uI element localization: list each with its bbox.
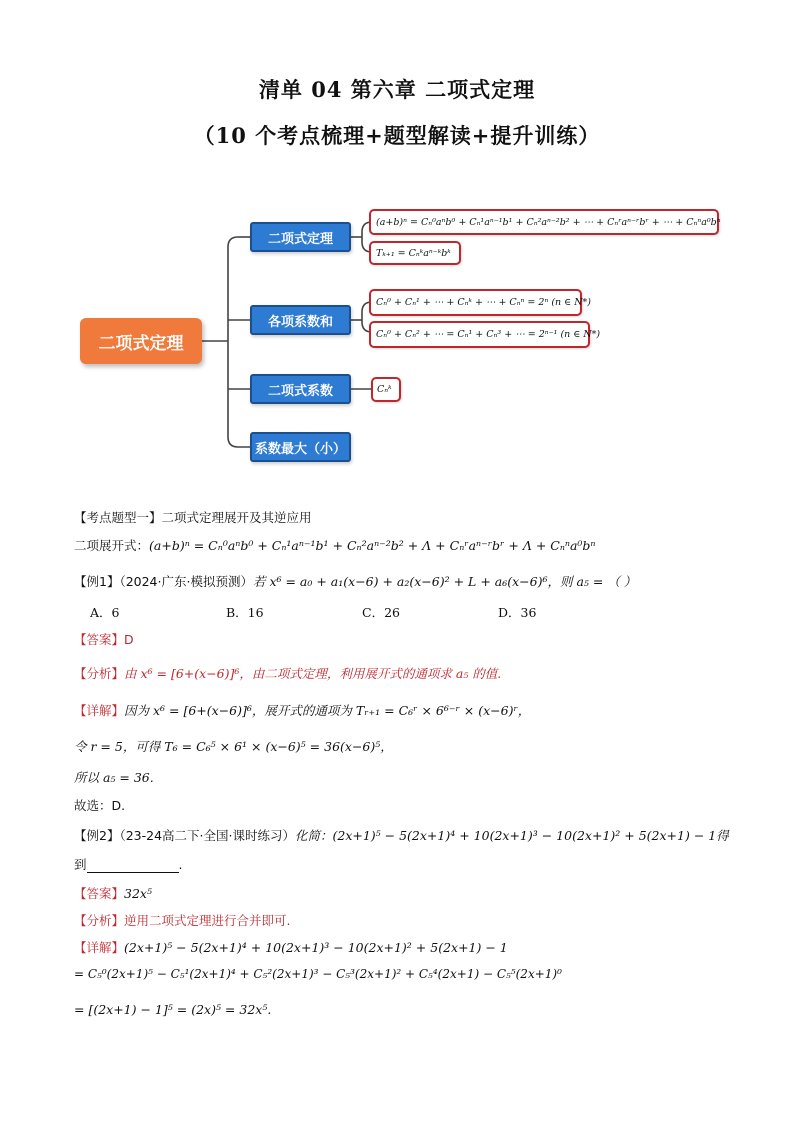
example2-stem [74, 826, 729, 844]
option-a: A．6 [90, 605, 120, 620]
example1-analysis [74, 664, 501, 682]
expansion-formula: (a+b)ⁿ = Cₙ⁰aⁿb⁰ + Cₙ¹aⁿ⁻¹b¹ + Cₙ²aⁿ⁻²b² + Λ + Cₙʳaⁿ⁻ʳbʳ + Λ + Cₙⁿa⁰bⁿ [149, 538, 596, 553]
option-c: C．26 [362, 605, 400, 620]
example2-answer [74, 884, 152, 902]
example2-detail-1 [74, 938, 508, 956]
example1-detail-2: 令 r = 5，可得 T₆ = C₆⁵ × 6¹ × (x−6)⁵ = 36(x−6)⁵， [74, 739, 393, 754]
answer-blank [87, 859, 179, 873]
mindmap-branch-coefficient-sum: 各项系数和 [250, 305, 351, 335]
section-heading: 【考点题型一】二项式定理展开及其逆应用 [74, 510, 312, 525]
option-d: D．36 [498, 605, 537, 620]
example2-question: 化简：(2x+1)⁵ − 5(2x+1)⁴ + 10(2x+1)³ − 10(2x+1)² + 5(2x+1) − 1得 [294, 828, 729, 843]
example2-analysis [74, 911, 291, 929]
stem-end-period: . [178, 857, 183, 872]
example2-stem-end [74, 855, 183, 873]
example2-source: （23-24高二下·全国·课时练习） [119, 828, 295, 843]
example1-detail-3: 所以 a₅ = 36. [74, 770, 154, 785]
example1-source: （2024·广东·模拟预测） [119, 574, 253, 589]
example1-options [90, 603, 634, 621]
stem-end-text: 到 [74, 857, 87, 872]
expansion-label: 二项展开式： [74, 538, 150, 553]
page-title: 清单 04 第六章 二项式定理 [258, 77, 536, 102]
example2-detail-2: = C₅⁰(2x+1)⁵ − C₅¹(2x+1)⁴ + C₅²(2x+1)³ − C₅³(2x+1)² + C₅⁴(2x+1) − C₅⁵(2x+1)⁰ [74, 967, 562, 981]
mindmap-root: 二项式定理 [80, 318, 202, 364]
mindmap-leaf-general-term: Tₖ₊₁ = Cₙᵏaⁿ⁻ᵏbᵏ [369, 241, 461, 265]
mindmap-leaf-sum-all: Cₙ⁰ + Cₙ¹ + ⋯ + Cₙᵏ + ⋯ + Cₙⁿ = 2ⁿ (n ∈ N*) [369, 289, 582, 316]
analysis-tag: 【分析】 [74, 666, 125, 681]
example2-detail-3: = [(2x+1) − 1]⁵ = (2x)⁵ = 32x⁵. [74, 1002, 272, 1017]
example1-detail-1 [74, 701, 530, 719]
mindmap-branch-max-coefficient: 系数最大（小） [250, 432, 351, 462]
expansion-line [74, 536, 596, 554]
mindmap-branch-theorem: 二项式定理 [250, 222, 351, 252]
analysis-text: 逆用二项式定理进行合并即可. [124, 913, 291, 928]
detail-tag: 【详解】 [74, 703, 125, 718]
detail-text: (2x+1)⁵ − 5(2x+1)⁴ + 10(2x+1)³ − 10(2x+1)² + 5(2x+1) − 1 [124, 940, 508, 955]
answer-tag: 【答案】 [74, 632, 125, 647]
mindmap-branch-binomial-coefficient: 二项式系数 [250, 374, 351, 404]
example1-stem [74, 572, 636, 590]
answer-tag: 【答案】 [74, 886, 125, 901]
analysis-text: 由 x⁶ = [6+(x−6)]⁶，由二项式定理，利用展开式的通项求 a₅ 的值. [124, 666, 502, 681]
mindmap-leaf-binomial-coef: Cₙᵏ [371, 377, 401, 402]
analysis-tag: 【分析】 [74, 913, 125, 928]
example1-answer [74, 630, 134, 648]
detail-tag: 【详解】 [74, 940, 125, 955]
example1-question: 若 x⁶ = a₀ + a₁(x−6) + a₂(x−6)² + L + a₆(x−6)⁶，则 a₅ = （ ） [252, 574, 637, 589]
example1-tag: 【例1】 [74, 574, 120, 589]
mindmap-leaf-sum-odd-even: Cₙ⁰ + Cₙ² + ⋯ = Cₙ¹ + Cₙ³ + ⋯ = 2ⁿ⁻¹ (n ∈ N*) [369, 321, 590, 348]
answer-value: D [124, 632, 134, 647]
example2-tag: 【例2】 [74, 828, 120, 843]
detail-text: 因为 x⁶ = [6+(x−6)]⁶，展开式的通项为 Tᵣ₊₁ = C₆ʳ × 6⁶⁻ʳ × (x−6)ʳ， [124, 703, 531, 718]
option-b: B．16 [226, 605, 264, 620]
page-subtitle: （10 个考点梳理+题型解读+提升训练） [193, 123, 601, 148]
example1-detail-4: 故选：D. [74, 798, 126, 813]
answer-value: 32x⁵ [124, 886, 152, 901]
mindmap-leaf-expansion: (a+b)ⁿ = Cₙ⁰aⁿb⁰ + Cₙ¹aⁿ⁻¹b¹ + Cₙ²aⁿ⁻²b² + ⋯ + Cₙʳaⁿ⁻ʳbʳ + ⋯ + Cₙⁿa⁰bⁿ [369, 209, 719, 235]
